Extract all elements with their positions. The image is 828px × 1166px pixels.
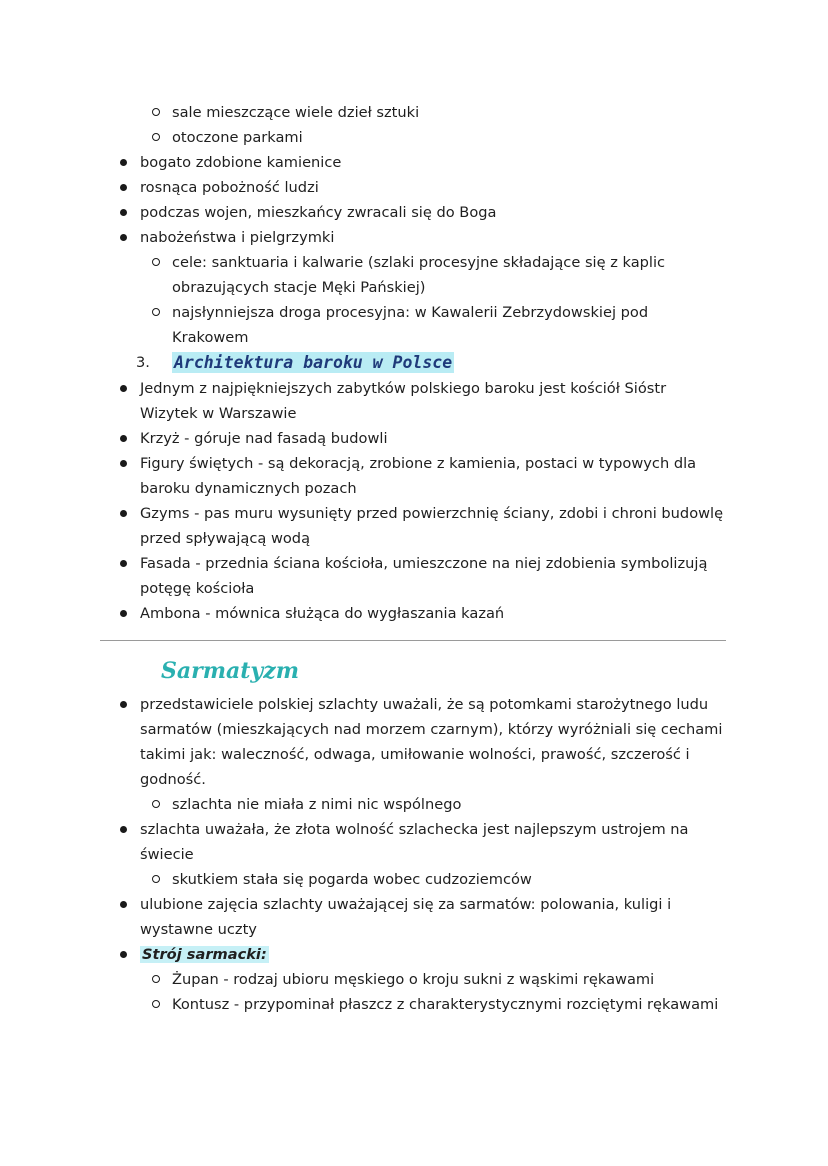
list-item: sale mieszczące wiele dzieł sztuki	[172, 100, 732, 125]
list-item: bogato zdobione kamienice	[140, 150, 730, 175]
list-item	[140, 942, 730, 967]
list-item: nabożeństwa i pielgrzymki	[140, 225, 730, 250]
list-item: najsłynniejsza droga procesyjna: w Kawalerii Zebrzydowskiej pod Krakowem	[172, 300, 662, 350]
list-item: Figury świętych - są dekoracją, zrobione z kamienia, postaci w typowych dla baroku dynamicznych pozach	[140, 451, 705, 501]
list-item: Kontusz - przypominał płaszcz z charakterystycznymi rozciętymi rękawami	[172, 992, 732, 1017]
list-item: cele: sanktuaria i kalwarie (szlaki procesyjne składające się z kaplic obrazujących stacje Męki Pańskiej)	[172, 250, 672, 300]
sarmatyzm-section	[0, 692, 828, 1017]
list-item: Krzyż - góruje nad fasadą budowli	[140, 426, 730, 451]
section-title: Sarmatyzm	[161, 658, 299, 684]
list-item: szlachta nie miała z nimi nic wspólnego	[172, 792, 732, 817]
sarmatyzm-list	[0, 692, 828, 1017]
list-item: skutkiem stała się pogarda wobec cudzoziemców	[172, 867, 732, 892]
section-heading-3	[136, 350, 828, 376]
horizontal-divider	[100, 640, 726, 641]
list-item: szlachta uważała, że złota wolność szlachecka jest najlepszym ustrojem na świecie	[140, 817, 690, 867]
list-item: Jednym z najpiękniejszych zabytków polskiego baroku jest kościół Sióstr Wizytek w Warszawie	[140, 376, 685, 426]
architecture-list	[0, 376, 828, 626]
heading-title: Architektura baroku w Polsce	[174, 353, 453, 372]
top-list	[0, 100, 828, 350]
top-section	[0, 100, 828, 626]
list-item: otoczone parkami	[172, 125, 732, 150]
heading-number: 3.	[136, 354, 150, 371]
list-item: Fasada - przednia ściana kościoła, umieszczone na niej zdobienia symbolizują potęgę kościoła	[140, 551, 715, 601]
stroj-label: Strój sarmacki:	[142, 946, 267, 963]
list-item: rosnąca pobożność ludzi	[140, 175, 730, 200]
list-item: Żupan - rodzaj ubioru męskiego o kroju sukni z wąskimi rękawami	[172, 967, 732, 992]
list-item: podczas wojen, mieszkańcy zwracali się do Boga	[140, 200, 730, 225]
list-item: Ambona - mównica służąca do wygłaszania kazań	[140, 601, 730, 626]
list-item: ulubione zajęcia szlachty uważającej się za sarmatów: polowania, kuligi i wystawne uczty	[140, 892, 680, 942]
list-item: Gzyms - pas muru wysunięty przed powierzchnię ściany, zdobi i chroni budowlę przed spływającą wodą	[140, 501, 730, 551]
list-item: przedstawiciele polskiej szlachty uważali, że są potomkami starożytnego ludu sarmatów (mieszkających nad morzem czarnym), którzy wyróżniali się cechami takimi jak: waleczność, odwaga, umiłowanie wolności, prawość, szczerość i godność.	[140, 692, 725, 792]
